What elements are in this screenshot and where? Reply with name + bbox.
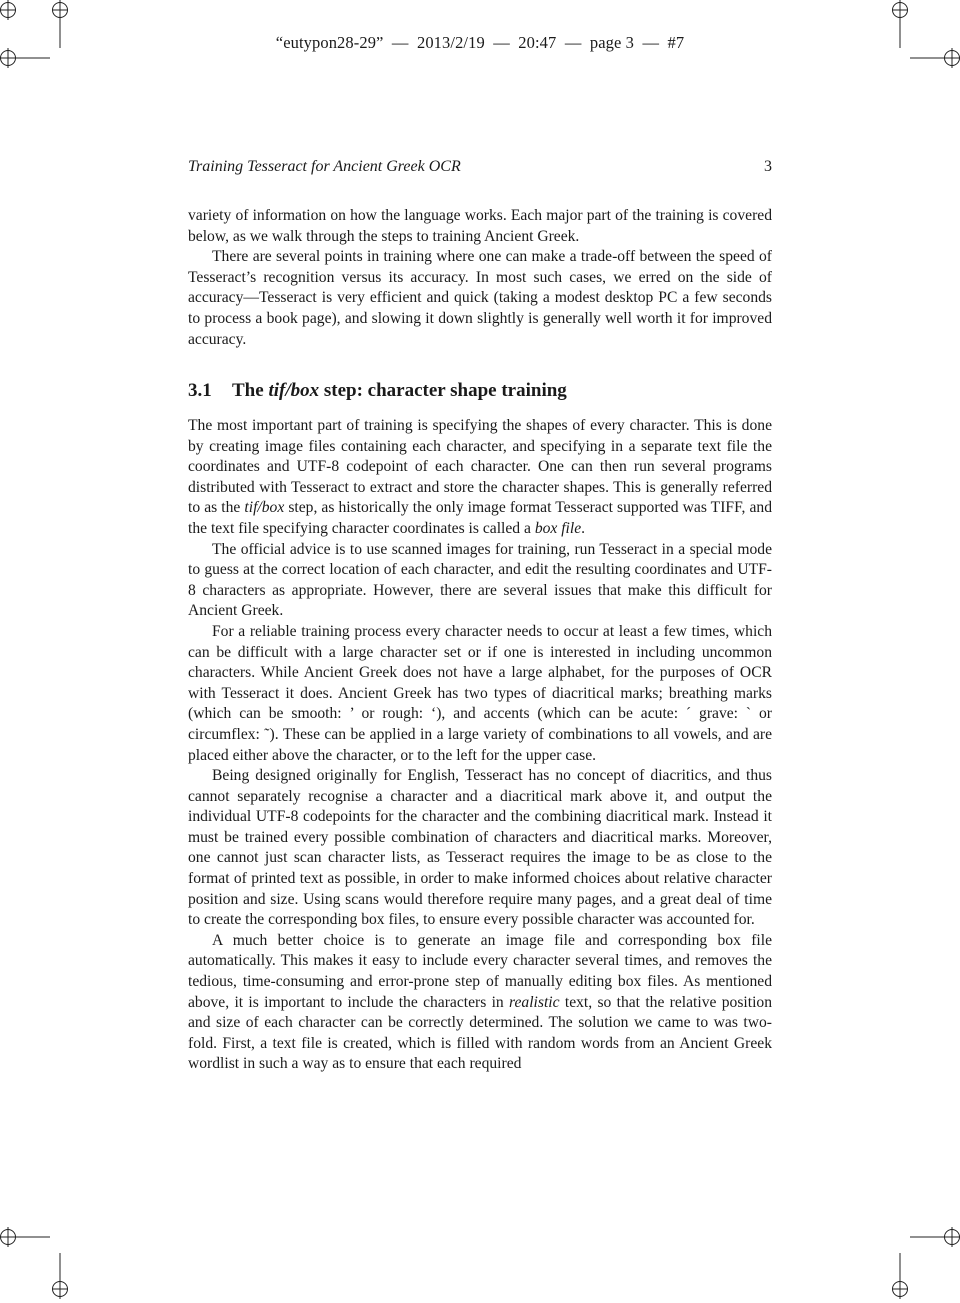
tif-box-term: tif/box xyxy=(244,499,285,517)
section-heading xyxy=(188,380,772,402)
body-paragraph-5-text-a: A much better choice is to generate an image file and corresponding box file automatically. This makes it easy to include every character several times, and removes the tedious, time-consuming and error-prone step of manually editing box files. As mentioned above, it is important to include the characters in xyxy=(188,931,772,1011)
body-paragraph-3: For a reliable training process every character needs to occur at least a few times, which can be difficult with a large character set or if one is interested in including uncommon characters. While Ancient Greek does not have a large alphabet, for the purposes of OCR with Tesseract it does. Ancient Greek has two types of diacritical marks; breathing marks (which can be smooth: ’ or rough: ‘), and accents (which can be acute: ´ grave: ` or circumflex: ˜). These can be applied in a large variety of combinations to all vowels, and are placed either above the character, or to the left for the upper case. xyxy=(188,622,772,764)
body-paragraph-1-text-b: step, as historically the only image format Tesseract supported was TIFF, and the text file specifying character coordinates is called a xyxy=(188,499,772,537)
body-paragraph-1 xyxy=(188,416,772,540)
running-head xyxy=(188,158,772,176)
print-slug: “eutypon28-29” — 2013/2/19 — 20:47 — page 3 — #7 xyxy=(275,33,685,52)
section-title-italic: tif/box xyxy=(268,380,320,401)
body-paragraph-1-text-a: The most important part of training is specifying the shapes of every character. This is done by creating image files containing each character, and specifying in a separate text file the coordinates and UTF-8 codepoint of each character. One can then run several programs distributed with Tesseract to extract and store the character shapes. This is generally referred to as the xyxy=(188,417,772,517)
box-file-term: box file xyxy=(534,519,582,537)
page-number: 3 xyxy=(764,158,772,175)
body-paragraph-2: The official advice is to use scanned images for training, run Tesseract in a special mode to guess at the correct location of each character, and edit the resulting coordinates and UTF-8 characters as appropriate. However, there are several issues that make this difficult for Ancient Greek. xyxy=(188,540,772,620)
intro-paragraph-2: There are several points in training where one can make a trade-off between the speed of Tesseract’s recognition versus its accuracy. In most such cases, we erred on the side of accuracy—Tesseract is very efficient and quick (taking a modest desktop PC a few seconds to process a book page), and slowing it down slightly is generally well worth it for improved accuracy. xyxy=(188,248,772,348)
body-paragraph-4: Being designed originally for English, Tesseract has no concept of diacritics, and thus cannot separately recognise a character and a diacritical mark above it, and output the individual UTF-8 codepoints for the character and the combining diacritical mark. Instead it must be trained every possible combination of characters and diacritical marks. Moreover, one cannot just scan character lists, as Tesseract requires the image to be as close to the format of printed text as possible, in order to make informed choices about relative character position and size. Using scans would therefore require many pages, and a great deal of time to create the corresponding box files, to ensure every possible character was accounted for. xyxy=(188,767,772,929)
intro-paragraph-1: variety of information on how the language works. Each major part of the training is covered below, as we walk through the steps to training Ancient Greek. xyxy=(188,207,772,245)
section-title-pre: The xyxy=(232,380,269,401)
crop-mark-bottom-left-icon xyxy=(0,1223,70,1303)
body-paragraph-1-text-c: . xyxy=(581,519,586,537)
running-head-title: Training Tesseract for Ancient Greek OCR xyxy=(188,158,461,175)
body-paragraph-5 xyxy=(188,931,772,1075)
section-number: 3.1 xyxy=(188,380,212,401)
intro-text xyxy=(188,206,772,350)
crop-mark-bottom-right-icon xyxy=(890,1223,960,1303)
section-body xyxy=(188,416,772,1075)
realistic-term: realistic xyxy=(509,993,560,1011)
body-paragraph-5-text-b: text, so that the relative position and size of each character can be correctly determined. The solution we came to was two-fold. First, a text file is created, which is filled with random words from an Ancient Greek wordlist in such a way as to ensure that each required xyxy=(188,993,772,1073)
section-title-post: step: character shape training xyxy=(319,380,567,401)
